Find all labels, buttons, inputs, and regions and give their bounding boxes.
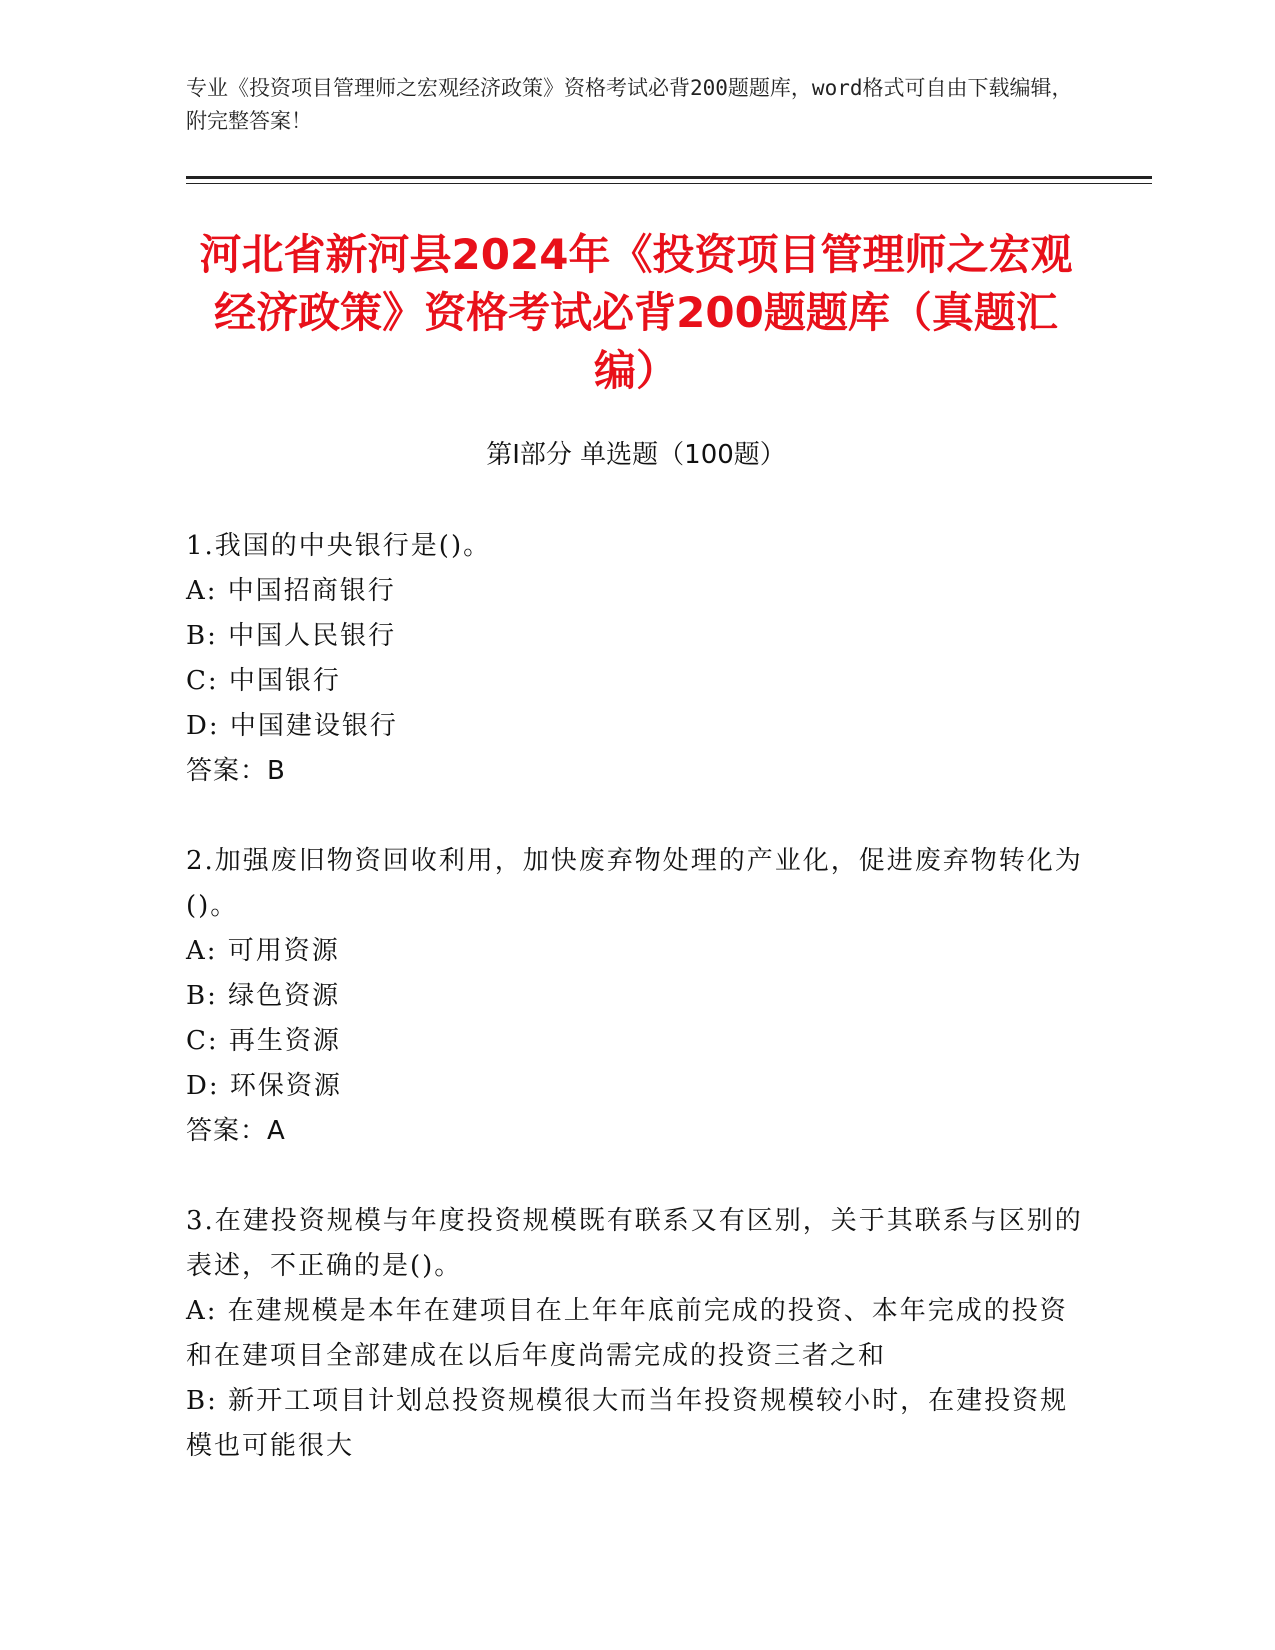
option-a: A: 在建规模是本年在建项目在上年年底前完成的投资、本年完成的投资和在建项目全部建成在以后年度尚需完成的投资三者之和 [186,1296,1068,1371]
section-heading: 第I部分 单选题（100题） [486,440,786,470]
question-3 [186,1199,1086,1469]
option-b: B: 绿色资源 [186,981,341,1011]
option-d: D: 中国建设银行 [186,711,398,741]
option-c: C: 中国银行 [186,666,341,696]
page-title: 河北省新河县2024年《投资项目管理师之宏观经济政策》资格考试必背200题题库（真题汇编） [199,230,1073,395]
answer: 答案：B [186,756,286,786]
question-list [186,524,1086,1514]
header-rule-thin [186,183,1152,184]
option-a: A: 中国招商银行 [186,576,396,606]
option-b: B: 中国人民银行 [186,621,397,651]
question-2 [186,839,1086,1154]
option-d: D: 环保资源 [186,1071,342,1101]
question-stem: 1.我国的中央银行是()。 [186,531,492,561]
intro-text: 专业《投资项目管理师之宏观经济政策》资格考试必背200题题库，word格式可自由下载编辑，附完整答案！ [186,76,1073,133]
option-b: B: 新开工项目计划总投资规模很大而当年投资规模较小时，在建投资规模也可能很大 [186,1386,1069,1461]
question-stem: 3.在建投资规模与年度投资规模既有联系又有区别，关于其联系与区别的表述，不正确的是()。 [186,1206,1083,1281]
header-rule [186,176,1152,179]
question-1 [186,524,1086,794]
option-c: C: 再生资源 [186,1026,341,1056]
question-stem: 2.加强废旧物资回收利用，加快废弃物处理的产业化，促进废弃物转化为()。 [186,846,1083,921]
option-a: A: 可用资源 [186,936,340,966]
answer: 答案：A [186,1116,286,1146]
